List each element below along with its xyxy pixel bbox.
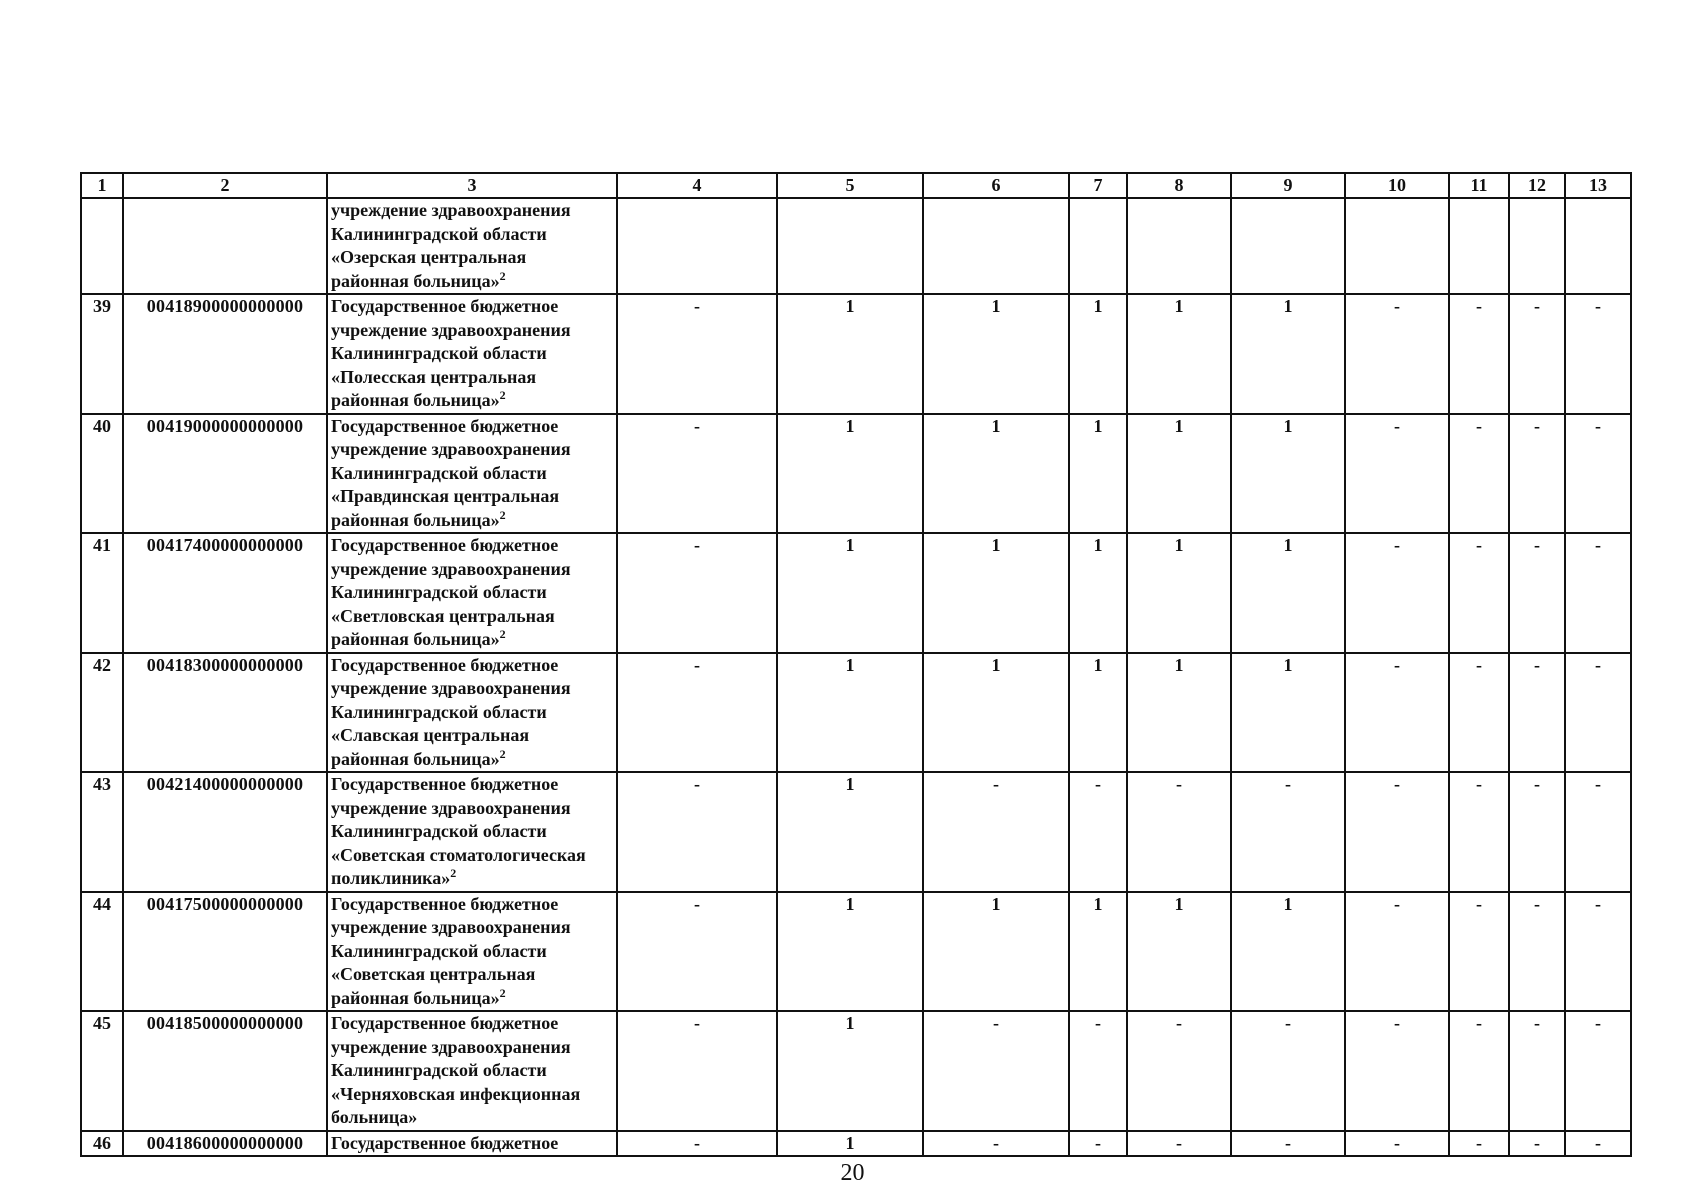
value-cell-col-6: - (923, 1131, 1069, 1157)
institution-name-text: учреждение здравоохранения (331, 917, 571, 937)
value-cell-col-10: - (1345, 533, 1449, 653)
institution-name (327, 892, 617, 1012)
value-cell-col-7: - (1069, 1131, 1127, 1157)
value-cell-col-10: - (1345, 1131, 1449, 1157)
column-header-6: 6 (923, 173, 1069, 198)
institution-name-text: Государственное бюджетное (331, 296, 559, 316)
row-number: 44 (81, 892, 123, 1012)
table-body (81, 198, 1631, 1156)
institution-name-text: районная больница» (331, 270, 500, 291)
institution-name-text: «Советская стоматологическая (331, 844, 586, 865)
column-header-11: 11 (1449, 173, 1509, 198)
column-header-1: 1 (81, 173, 123, 198)
value-cell-col-5: 1 (777, 294, 923, 414)
institution-name-line (331, 1083, 614, 1107)
institution-name-text: «Правдинская центральная (331, 486, 560, 506)
value-cell-col-12: - (1509, 294, 1565, 414)
column-header-4: 4 (617, 173, 777, 198)
value-cell-col-8: 1 (1127, 414, 1231, 534)
value-cell-col-11: - (1449, 892, 1509, 1012)
row-number: 40 (81, 414, 123, 534)
table-row (81, 533, 1631, 653)
value-cell-col-6: 1 (923, 653, 1069, 773)
institution-name-text: Государственное бюджетное (331, 535, 559, 555)
table-row (81, 414, 1631, 534)
institution-name-text: учреждение здравоохранения (331, 797, 571, 818)
institution-name-line (331, 485, 614, 509)
value-cell-col-5: 1 (777, 1011, 923, 1131)
institution-name-text: Калининградской области (331, 462, 547, 483)
institution-name-text: Государственное бюджетное (331, 893, 559, 914)
institution-code: 00417500000000000 (123, 892, 327, 1012)
institution-name-text: Государственное бюджетное (331, 1013, 559, 1033)
value-cell-col-9 (1231, 198, 1345, 294)
value-cell-col-9: - (1231, 772, 1345, 892)
institution-code: 00417400000000000 (123, 533, 327, 653)
value-cell-col-9: 1 (1231, 533, 1345, 653)
value-cell-col-6: 1 (923, 892, 1069, 1012)
footnote-marker: 2 (499, 268, 506, 283)
institution-name-text: Калининградской области (331, 701, 547, 722)
value-cell-col-13 (1565, 198, 1631, 294)
institution-name-text: «Озерская центральная (331, 247, 527, 267)
value-cell-col-6: 1 (923, 414, 1069, 534)
institution-name-text: учреждение здравоохранения (331, 558, 571, 579)
institution-name-line (331, 724, 614, 748)
institution-name-text: Государственное бюджетное (331, 1132, 559, 1153)
value-cell-col-10: - (1345, 294, 1449, 414)
institution-name-text: Калининградской области (331, 582, 547, 602)
institution-name-text: Калининградской области (331, 940, 547, 961)
table-header (81, 173, 1631, 198)
institution-name-line (331, 844, 614, 868)
value-cell-col-9: 1 (1231, 294, 1345, 414)
footnote-marker: 2 (499, 627, 506, 641)
institution-name-line (331, 581, 614, 605)
institutions-table (80, 172, 1632, 1157)
institution-name-text: «Советская центральная (331, 964, 536, 984)
value-cell-col-4: - (617, 892, 777, 1012)
institution-name-text: учреждение здравоохранения (331, 200, 571, 220)
institution-name-text: районная больница» (331, 509, 500, 530)
institution-name-line (331, 1059, 614, 1083)
value-cell-col-12: - (1509, 1011, 1565, 1131)
institution-name-line (331, 1132, 614, 1156)
footnote-marker: 2 (499, 746, 506, 761)
institution-name-text: больница» (331, 1107, 418, 1127)
value-cell-col-12: - (1509, 1131, 1565, 1157)
institution-name-line (331, 295, 614, 319)
value-cell-col-7 (1069, 198, 1127, 294)
institution-name-text: районная больница» (331, 987, 500, 1008)
row-number: 41 (81, 533, 123, 653)
institution-name-text: учреждение здравоохранения (331, 439, 571, 459)
column-header-5: 5 (777, 173, 923, 198)
row-number: 39 (81, 294, 123, 414)
institution-name-text: Калининградской области (331, 343, 547, 363)
institution-name-line (331, 438, 614, 462)
row-number (81, 198, 123, 294)
column-header-2: 2 (123, 173, 327, 198)
value-cell-col-7: 1 (1069, 414, 1127, 534)
value-cell-col-8: - (1127, 772, 1231, 892)
value-cell-col-13: - (1565, 892, 1631, 1012)
value-cell-col-11 (1449, 198, 1509, 294)
institution-name-text: районная больница» (331, 748, 500, 769)
institution-name-text: Государственное бюджетное (331, 774, 559, 794)
value-cell-col-5: 1 (777, 772, 923, 892)
value-cell-col-12: - (1509, 533, 1565, 653)
value-cell-col-9: - (1231, 1131, 1345, 1157)
institution-name-line (331, 940, 614, 964)
institution-name-line (331, 820, 614, 844)
value-cell-col-5: 1 (777, 414, 923, 534)
row-number: 46 (81, 1131, 123, 1157)
footnote-marker: 2 (450, 866, 457, 880)
institution-name-text: «Славская центральная (331, 725, 530, 745)
institution-code: 00421400000000000 (123, 772, 327, 892)
table-row (81, 1131, 1631, 1157)
institution-name-line (331, 1012, 614, 1036)
institution-name-text: Калининградской области (331, 821, 547, 841)
value-cell-col-13: - (1565, 772, 1631, 892)
institution-name-text: «Светловская центральная (331, 605, 555, 626)
value-cell-col-11: - (1449, 1131, 1509, 1157)
value-cell-col-9: 1 (1231, 892, 1345, 1012)
institution-name-text: учреждение здравоохранения (331, 1036, 571, 1057)
value-cell-col-5: 1 (777, 1131, 923, 1157)
institution-name-line (331, 701, 614, 725)
institution-name-line (331, 342, 614, 366)
value-cell-col-11: - (1449, 772, 1509, 892)
value-cell-col-11: - (1449, 533, 1509, 653)
institution-name-text: поликлиника» (331, 868, 451, 888)
institution-name (327, 414, 617, 534)
institution-name (327, 198, 617, 294)
value-cell-col-10 (1345, 198, 1449, 294)
institution-name (327, 772, 617, 892)
institution-name-line (331, 867, 614, 891)
institution-name-line (331, 366, 614, 390)
institution-name-line (331, 509, 614, 533)
column-header-12: 12 (1509, 173, 1565, 198)
value-cell-col-5 (777, 198, 923, 294)
value-cell-col-6: - (923, 1011, 1069, 1131)
table-row (81, 1011, 1631, 1131)
value-cell-col-13: - (1565, 294, 1631, 414)
institution-name-line (331, 319, 614, 343)
column-header-10: 10 (1345, 173, 1449, 198)
institution-name-line (331, 797, 614, 821)
value-cell-col-12 (1509, 198, 1565, 294)
institution-name-line (331, 415, 614, 439)
institution-name-text: учреждение здравоохранения (331, 319, 571, 340)
value-cell-col-12: - (1509, 414, 1565, 534)
value-cell-col-4: - (617, 1011, 777, 1131)
value-cell-col-8: 1 (1127, 892, 1231, 1012)
value-cell-col-12: - (1509, 772, 1565, 892)
institution-name-text: учреждение здравоохранения (331, 678, 571, 698)
value-cell-col-10: - (1345, 1011, 1449, 1131)
value-cell-col-11: - (1449, 294, 1509, 414)
institution-name-line (331, 677, 614, 701)
footnote-marker: 2 (499, 507, 506, 522)
institution-name-line (331, 462, 614, 486)
institution-name-line (331, 199, 614, 223)
column-header-13: 13 (1565, 173, 1631, 198)
institution-code: 00419000000000000 (123, 414, 327, 534)
header-row (81, 173, 1631, 198)
value-cell-col-4: - (617, 414, 777, 534)
institution-name (327, 1011, 617, 1131)
value-cell-col-12: - (1509, 892, 1565, 1012)
institution-name-line (331, 1036, 614, 1060)
institution-name-line (331, 605, 614, 629)
value-cell-col-8: 1 (1127, 653, 1231, 773)
value-cell-col-8: - (1127, 1011, 1231, 1131)
value-cell-col-4: - (617, 533, 777, 653)
institution-name (327, 1131, 617, 1157)
institution-name-line (331, 628, 614, 652)
value-cell-col-13: - (1565, 1131, 1631, 1157)
value-cell-col-6 (923, 198, 1069, 294)
value-cell-col-6: - (923, 772, 1069, 892)
institution-name-line (331, 987, 614, 1011)
column-header-8: 8 (1127, 173, 1231, 198)
footnote-marker: 2 (499, 388, 506, 402)
value-cell-col-11: - (1449, 653, 1509, 773)
value-cell-col-11: - (1449, 414, 1509, 534)
row-number: 45 (81, 1011, 123, 1131)
institution-name-text: Калининградской области (331, 1060, 547, 1080)
value-cell-col-6: 1 (923, 533, 1069, 653)
institution-name-line (331, 389, 614, 413)
row-number: 42 (81, 653, 123, 773)
column-header-3: 3 (327, 173, 617, 198)
value-cell-col-4: - (617, 653, 777, 773)
value-cell-col-5: 1 (777, 533, 923, 653)
institution-name-line (331, 558, 614, 582)
institution-name-line (331, 773, 614, 797)
institution-name-line (331, 748, 614, 772)
institution-name (327, 294, 617, 414)
table-row (81, 198, 1631, 294)
value-cell-col-10: - (1345, 653, 1449, 773)
institution-name-text: «Полесская центральная (331, 366, 537, 387)
table-row (81, 892, 1631, 1012)
value-cell-col-8 (1127, 198, 1231, 294)
column-header-7: 7 (1069, 173, 1127, 198)
page-number: 20 (840, 1160, 865, 1186)
institution-code: 00418900000000000 (123, 294, 327, 414)
value-cell-col-7: 1 (1069, 294, 1127, 414)
institution-name-text: Государственное бюджетное (331, 654, 559, 675)
institution-name-line (331, 963, 614, 987)
institution-name-text: Калининградской области (331, 223, 547, 244)
value-cell-col-8: - (1127, 1131, 1231, 1157)
value-cell-col-8: 1 (1127, 533, 1231, 653)
value-cell-col-9: - (1231, 1011, 1345, 1131)
value-cell-col-5: 1 (777, 653, 923, 773)
value-cell-col-8: 1 (1127, 294, 1231, 414)
value-cell-col-11: - (1449, 1011, 1509, 1131)
value-cell-col-4 (617, 198, 777, 294)
institution-name-line (331, 893, 614, 917)
table-row (81, 772, 1631, 892)
value-cell-col-4: - (617, 294, 777, 414)
column-header-9: 9 (1231, 173, 1345, 198)
footnote-marker: 2 (499, 985, 506, 1000)
institution-name-line (331, 270, 614, 294)
institution-code: 00418500000000000 (123, 1011, 327, 1131)
value-cell-col-4: - (617, 772, 777, 892)
table-row (81, 294, 1631, 414)
institution-name-text: районная больница» (331, 390, 500, 410)
institution-code (123, 198, 327, 294)
value-cell-col-10: - (1345, 892, 1449, 1012)
table-row (81, 653, 1631, 773)
value-cell-col-6: 1 (923, 294, 1069, 414)
institution-name (327, 533, 617, 653)
row-number: 43 (81, 772, 123, 892)
institution-code: 00418600000000000 (123, 1131, 327, 1157)
value-cell-col-13: - (1565, 1011, 1631, 1131)
institution-name (327, 653, 617, 773)
value-cell-col-9: 1 (1231, 414, 1345, 534)
value-cell-col-7: 1 (1069, 653, 1127, 773)
value-cell-col-10: - (1345, 772, 1449, 892)
value-cell-col-5: 1 (777, 892, 923, 1012)
value-cell-col-13: - (1565, 414, 1631, 534)
value-cell-col-13: - (1565, 653, 1631, 773)
value-cell-col-7: - (1069, 1011, 1127, 1131)
value-cell-col-7: 1 (1069, 533, 1127, 653)
institution-name-line (331, 1106, 614, 1130)
institution-name-line (331, 223, 614, 247)
institution-name-text: Государственное бюджетное (331, 415, 559, 436)
institution-name-text: районная больница» (331, 629, 500, 649)
institution-name-line (331, 654, 614, 678)
institution-name-line (331, 916, 614, 940)
value-cell-col-9: 1 (1231, 653, 1345, 773)
institution-name-line (331, 246, 614, 270)
value-cell-col-10: - (1345, 414, 1449, 534)
value-cell-col-7: - (1069, 772, 1127, 892)
value-cell-col-12: - (1509, 653, 1565, 773)
value-cell-col-13: - (1565, 533, 1631, 653)
institution-name-line (331, 534, 614, 558)
value-cell-col-7: 1 (1069, 892, 1127, 1012)
institution-code: 00418300000000000 (123, 653, 327, 773)
value-cell-col-4: - (617, 1131, 777, 1157)
institution-name-text: «Черняховская инфекционная (331, 1083, 581, 1104)
